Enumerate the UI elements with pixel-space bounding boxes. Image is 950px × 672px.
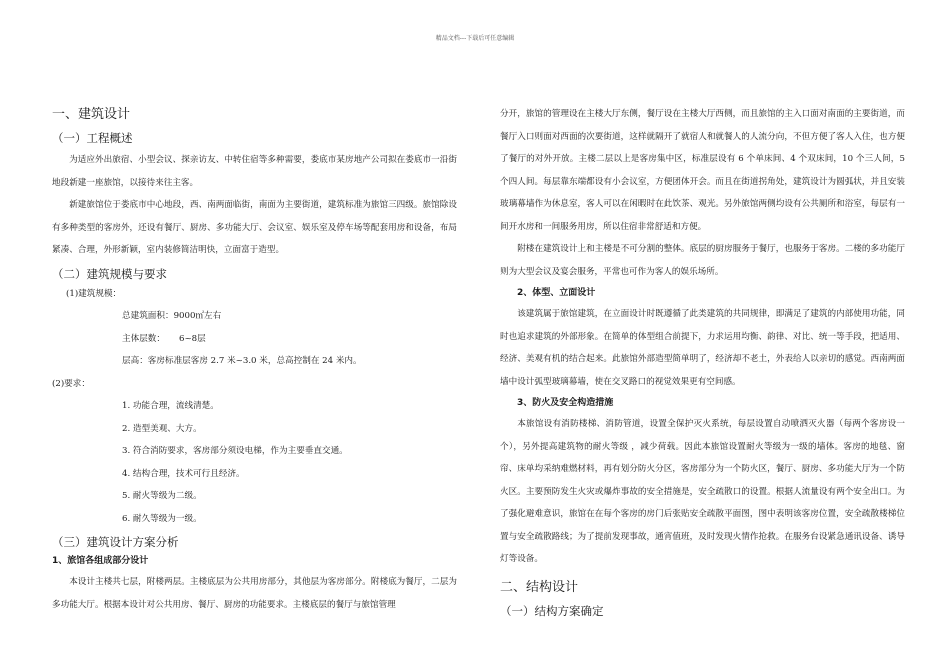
requirement-item: 5. 耐火等级为二级。: [122, 491, 202, 501]
page-header: 精品文档---下载后可任意编辑: [435, 35, 515, 42]
subsection-analysis-title: （三）建筑设计方案分析: [52, 535, 179, 549]
subsection-scale-title: （二）建筑规模与要求: [52, 266, 167, 281]
scale-floors: [52, 328, 457, 351]
left-column: [52, 100, 457, 616]
annex-paragraph: 附楼在建筑设计上和主楼是不可分割的整体。底层的厨房服务于餐厅，也服务于客房。二楼的多功能厅则为大型会议及宴会服务，平常也可作为客人的娱乐场所。: [500, 244, 905, 277]
requirement-item: 3. 符合消防要求，客房部分须设电梯，作为主要垂直交通。: [122, 446, 348, 456]
scale-area: 总建筑面积：9000㎡左右: [122, 311, 222, 321]
overview-paragraph-2: 新建旅馆位于娄底市中心地段，西、南两面临街，南面为主要街道，建筑标准为旅馆三四级。旅馆除设有多种类型的客房外，还设有餐厅、厨房、多功能大厅、会议室、娱乐室及停车场等配套用房和设备，布局紧凑、合理，外形新颖，室内装修简洁明快，立面富于造型。: [52, 200, 457, 255]
overview-paragraph-1: 为适应外出旅宿、小型会议、探亲访友、中转住宿等多种需要，娄底市某房地产公司拟在娄底市一沿街地段新建一座旅馆，以接待来往主客。: [52, 155, 457, 188]
section-heading-structure: 二、结构设计: [500, 579, 579, 595]
subheading-form-elevation: 2、体型、立面设计: [517, 288, 596, 298]
requirement-item: 1. 功能合理，流线清楚。: [122, 401, 219, 411]
requirement-item: 4. 结构合理，技术可行且经济。: [122, 468, 245, 479]
analysis-paragraph-1: 本设计主楼共七层，附楼两层。主楼底层为公共用房部分，其他层为客房部分。附楼底为餐厅，二层为多功能大厅。根据本设计对公共用房、餐厅、厨房的功能要求。主楼底层的餐厅与旅馆管理: [52, 577, 457, 610]
right-column: [500, 103, 905, 620]
section-heading-architecture: 一、建筑设计: [52, 107, 131, 122]
elevation-paragraph: 该建筑属于旅馆建筑，在立面设计时既遵循了此类建筑的共同规律，即满足了建筑的内部使用功能，同时也追求建筑的外部形象。在简单的体型组合前提下，力求运用均衡、韵律、对比、统一等手段，把适用、经济、美观有机的结合起来。此旅馆外部造型简单明了，经济却不老土，外表给人以亲切的感觉。西南两面墙中设计弧型玻璃幕墙，使在交叉路口的视觉效果更有空间感。: [500, 309, 905, 387]
scale-height: 层高：客房标准层客房 2.7 米~3.0 米，总高控制在 24 米内。: [122, 356, 362, 366]
scale-floors-value: 6~8层: [178, 333, 206, 344]
requirement-item: 2. 造型美观、大方。: [122, 423, 202, 434]
scale-label: (1)建筑规模：: [66, 288, 122, 299]
requirements-label: (2)要求：: [52, 378, 90, 389]
subheading-fire-safety: 3、防火及安全构造措施: [517, 398, 614, 408]
subsection-overview-title: （一）工程概述: [52, 131, 133, 145]
subsection-structure-scheme-title: （一）结构方案确定: [500, 603, 604, 618]
continued-paragraph: 分开，旅馆的管理设在主楼大厅东侧，餐厅设在主楼大厅西侧，而且旅馆的主入口面对南面的主要街道，而餐厅入口则面对西面的次要街道，这样就隔开了就宿人和就餐人的人流分向，不但方便了客人入住，也方便了餐厅的对外开放。主楼二层以上是客房集中区，标准层设有 6 个单床间、4 个双床间，10 个三人间，5 个四人间。每层靠东端都设有小会议室，方便团体开会。而且在街道拐角处，建筑设计为圆弧状，并且安装玻璃幕墙作为休息室，客人可以在闲暇时在此饮茶、观光。另外旅馆两侧均设有公共厕所和浴室，每层有一间开水房和一间服务用房，所以住宿非常舒适和方便。: [500, 109, 905, 232]
scale-floors-label: 主体层数：: [122, 333, 165, 344]
fire-safety-paragraph: 本旅馆设有消防楼梯、消防管道，设置全保护灭火系统，每层设置自动喷洒灭火器（每两个客房设一个），另外提高建筑物的耐火等级 ，减少荷载。因此本旅馆设置耐火等级为一级的墙体。客房的地毯、窗帘、床单均采纳难燃材料，再有划分防火分区，客房部分为一个防火区，餐厅、厨房、多功能大厅为一个防火区。主要预防发生火灾或爆炸事故的安全措施是，安全疏散口的设置。根据人流量设有两个安全出口。为了强化避难意识，旅馆在在每个客房的房门后张贴安全疏散平面图，图中表明该客房位置，安全疏散楼梯位置与安全疏散路线；为了提前发现事故，通宵值班，及时发现火情作抢救。在服务台设紧急通讯设备、诱导灯等设备。: [500, 419, 905, 564]
analysis-subheading-components: 1、旅馆各组成部分设计: [52, 556, 149, 566]
requirement-item: 6. 耐久等级为一级。: [122, 513, 202, 524]
